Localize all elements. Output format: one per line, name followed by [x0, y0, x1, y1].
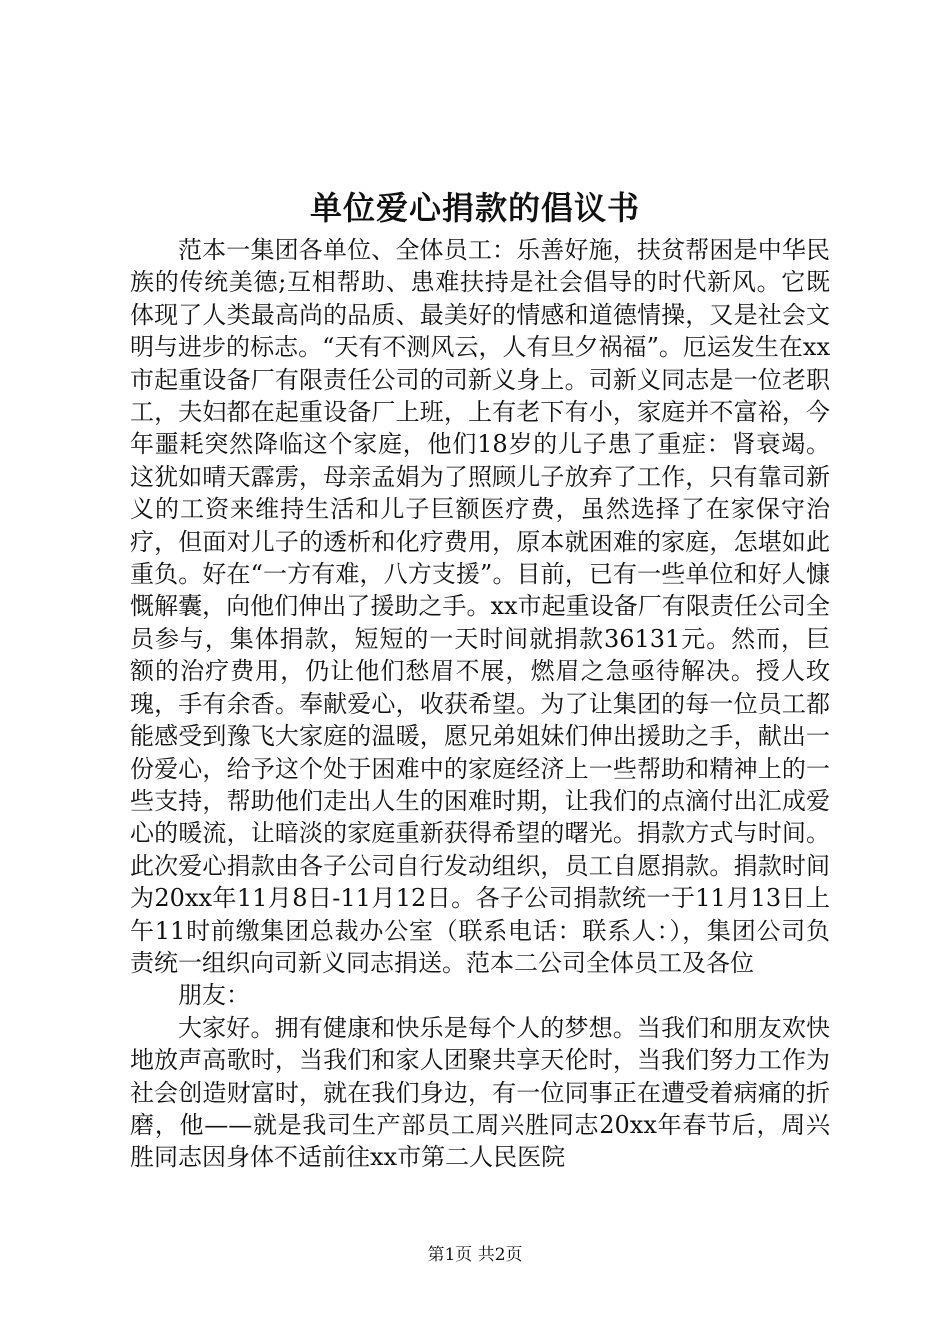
document-body [130, 234, 830, 1174]
paragraph-3: 大家好。拥有健康和快乐是每个人的梦想。当我们和朋友欢快地放声高歌时，当我们和家人团聚共享天伦时，当我们努力工作为社会创造财富时，就在我们身边，有一位同事正在遭受着病痛的折磨，他——就是我司生产部员工周兴胜同志20xx年春节后，周兴胜同志因身体不适前往xx市第二人民医院 [130, 1013, 830, 1172]
paragraph-1: 范本一集团各单位、全体员工：乐善好施，扶贫帮困是中华民族的传统美德;互相帮助、患难扶持是社会倡导的时代新风。它既体现了人类最高尚的品质、最美好的情感和道德情操，又是社会文明与进步的标志。“天有不测风云，人有旦夕祸福”。厄运发生在xx市起重设备厂有限责任公司的司新义身上。司新义同志是一位老职工，夫妇都在起重设备厂上班，上有老下有小，家庭并不富裕，今年噩耗突然降临这个家庭，他们18岁的儿子患了重症：肾衰竭。这犹如晴天霹雳，母亲孟娟为了照顾儿子放弃了工作，只有靠司新义的工资来维持生活和儿子巨额医疗费，虽然选择了在家保守治疗，但面对儿子的透析和化疗费用，原本就困难的家庭，怎堪如此重负。好在“一方有难，八方支援”。目前，已有一些单位和好人慷慨解囊，向他们伸出了援助之手。xx市起重设备厂有限责任公司全员参与，集体捐款，短短的一天时间就捐款36131元。然而，巨额的治疗费用，仍让他们愁眉不展，燃眉之急亟待解决。授人玫瑰，手有余香。奉献爱心，收获希望。为了让集团的每一位员工都能感受到豫飞大家庭的温暖，愿兄弟姐妹们伸出援助之手，献出一份爱心，给予这个处于困难中的家庭经济上一些帮助和精神上的一些支持，帮助他们走出人生的困难时期，让我们的点滴付出汇成爱心的暖流，让暗淡的家庭重新获得希望的曙光。捐款方式与时间。此次爱心捐款由各子公司自行发动组织，员工自愿捐款。捐款时间为20xx年11月8日-11月12日。各子公司捐款统一于11月13日上午11时前缴集团总裁办公室（联系电话：联系人：），集团公司负责统一组织向司新义同志捐送。范本二公司全体员工及各位 [130, 236, 830, 977]
document-title: 单位爱心捐款的倡议书 [309, 189, 640, 227]
paragraph-2: 朋友： [178, 981, 250, 1010]
page-footer: 第1页 共2页 [427, 1245, 523, 1265]
